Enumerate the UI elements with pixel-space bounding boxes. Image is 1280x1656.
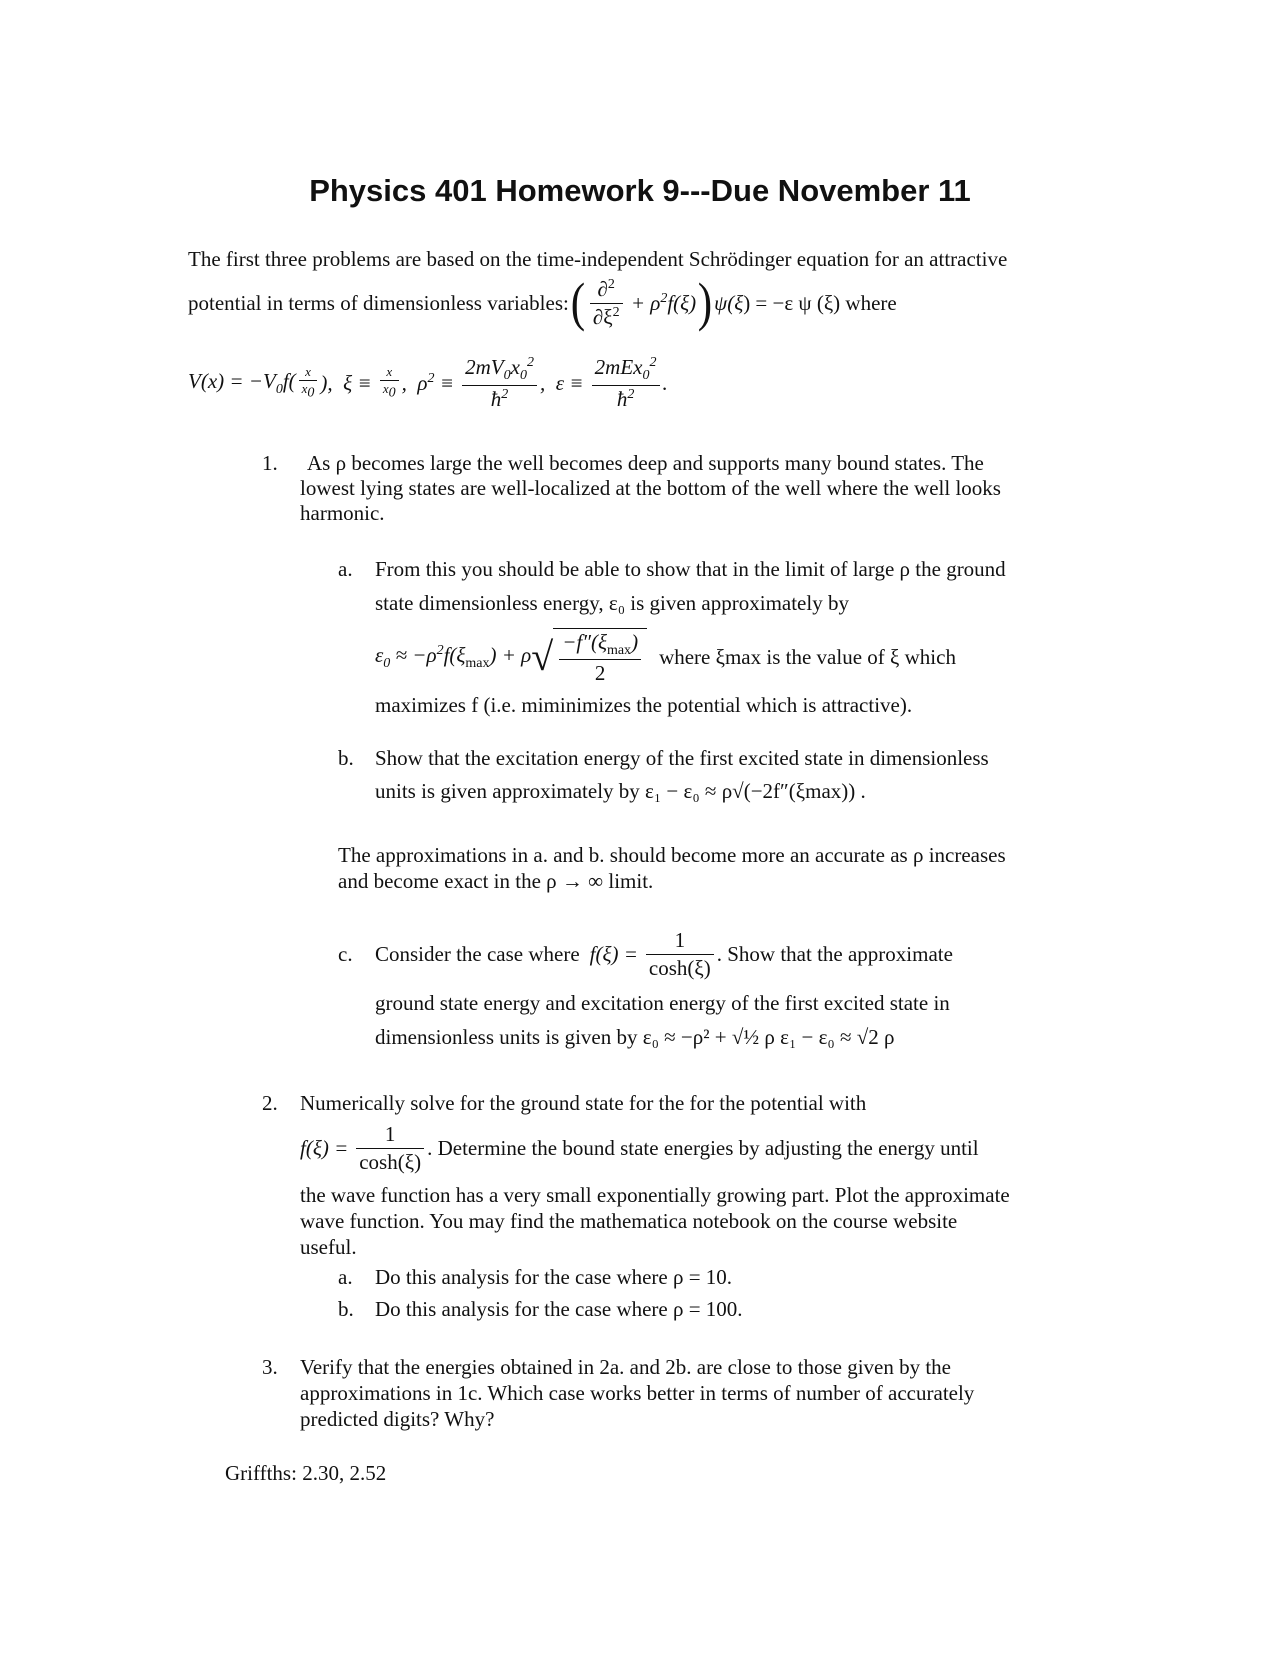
problem-1-line-3: harmonic. <box>300 501 385 525</box>
part-2a-text: Do this analysis for the case where ρ = 10. <box>375 1265 733 1289</box>
intro-line-1: The first three problems are based on the time-independent Schrödinger equation for an attractive <box>188 247 1008 271</box>
intro-equation-rhs: ) = −ε ψ (ξ) where <box>743 290 897 315</box>
problem-2-line-1: Numerically solve for the ground state for the for the potential with <box>300 1091 867 1115</box>
part-1b-line-2: units is given approximately by ε₁ − ε₀ ≈ ρ√(−2f″(ξmax)) . <box>375 779 866 803</box>
psi-term: ψ(ξ <box>714 290 744 315</box>
right-paren: ) <box>697 272 713 333</box>
problem-3-line-3: predicted digits? Why? <box>300 1407 495 1431</box>
part-1c-line-1-post: . Show that the approximate <box>716 941 953 966</box>
part-1a-line-3: maximizes f (i.e. miminimizes the potential which is attractive). <box>375 693 913 717</box>
left-paren: ( <box>570 272 586 333</box>
part-1a-line-1: From this you should be able to show that in the limit of large ρ the ground <box>375 557 1006 581</box>
second-derivative-fraction: $\frac{\partial^2}{\partial\xi^2}$ <box>590 276 623 330</box>
part-1c-line-1: Consider the case where f(ξ) = $\frac{1}{\cosh(\xi)}$ . Show that the approximate <box>375 928 953 980</box>
approximation-note-line-2: and become exact in the ρ → ∞ limit. <box>338 869 654 893</box>
part-1c-line-3: dimensionless units is given by ε₀ ≈ −ρ² + √½ ρ ε₁ − ε₀ ≈ √2 ρ <box>375 1025 895 1049</box>
problem-2-line-2: f(ξ) = $\frac{1}{\cosh(\xi)}$ . Determine the bound state energies by adjusting the energy until <box>300 1122 979 1174</box>
part-1c-label: c. <box>338 942 353 966</box>
part-1a-formula-tail: where ξmax is the value of ξ which <box>659 644 956 669</box>
page-title: Physics 401 Homework 9---Due November 11 <box>309 173 971 208</box>
part-2b-label: b. <box>338 1297 354 1321</box>
intro-equation-line <box>188 270 897 336</box>
problem-1-line-1: As ρ becomes large the well becomes deep and supports many bound states. The <box>307 451 984 475</box>
part-1b-label: b. <box>338 746 354 770</box>
part-1c-line-1-pre: Consider the case where <box>375 941 580 966</box>
part-1a-line-2: state dimensionless energy, ε₀ is given approximately by <box>375 591 849 615</box>
textbook-reference: Griffths: 2.30, 2.52 <box>225 1461 387 1485</box>
part-2a-label: a. <box>338 1265 353 1289</box>
problem-1-number: 1. <box>262 451 278 475</box>
intro-definitions: $V(x) = -V_0f$( $\frac{x}{x_0}$ ), ξ ≡ $\frac{x}{x_0}$ , $\rho^2$ ≡ $\frac{2mV_0x_0^2}{ħ^2}$ , ε ≡ $\frac{2mEx_0^2}{ħ^2}$ . <box>188 355 668 411</box>
part-2b-text: Do this analysis for the case where ρ = 100. <box>375 1297 743 1321</box>
problem-2-number: 2. <box>262 1091 278 1115</box>
problem-2-line-3: the wave function has a very small exponentially growing part. Plot the approximate <box>300 1183 1010 1207</box>
part-1a-label: a. <box>338 557 353 581</box>
approximation-note-line-1: The approximations in a. and b. should become more an accurate as ρ increases <box>338 843 1006 867</box>
problem-3-number: 3. <box>262 1355 278 1379</box>
ground-state-formula: $\varepsilon_0 \approx -\rho^2f(\xi_{max}) + \rho$ √ $\frac{-f''(\xi_{max})}{2}$ where ξmax is the value of ξ which <box>375 629 956 686</box>
part-1c-line-2: ground state energy and excitation energy of the first excited state in <box>375 991 950 1015</box>
problem-2-line-5: useful. <box>300 1235 357 1259</box>
problem-2-line-4: wave function. You may find the mathematica notebook on the course website <box>300 1209 958 1233</box>
problem-1-line-2: lowest lying states are well-localized at the bottom of the well where the well looks <box>300 476 1001 500</box>
problem-3-line-1: Verify that the energies obtained in 2a. and 2b. are close to those given by the <box>300 1355 951 1379</box>
intro-line-2-prefix: potential in terms of dimensionless variables: <box>188 290 569 315</box>
potential-term: + $\rho^2f(\xi)$ <box>625 290 697 315</box>
problem-3-line-2: approximations in 1c. Which case works better in terms of number of accurately <box>300 1381 975 1405</box>
part-1b-line-1: Show that the excitation energy of the first excited state in dimensionless <box>375 746 989 770</box>
problem-2-line-2-post: . Determine the bound state energies by adjusting the energy until <box>427 1135 979 1160</box>
